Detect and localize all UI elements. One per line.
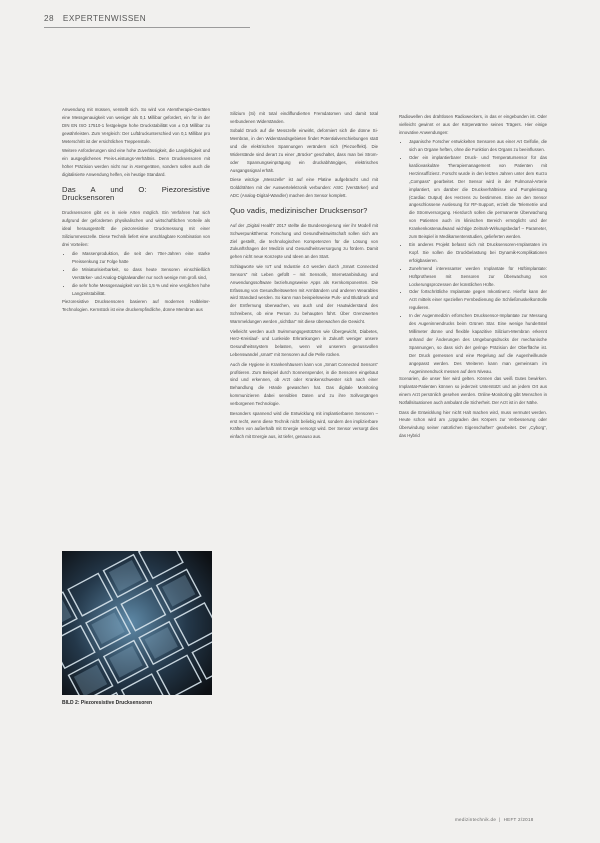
text-column-2 — [230, 110, 378, 443]
paragraph: Drucksensoren gibt es in viele Arten möglich. Ein Verfahren hat sich aufgrund der geforderten physikalischen und wirtschaftlichen Vorteile als ideal herausgestellt: die piezoresistive Druckmessung mit einer Siliziummesszelle. Diese Technik liefert eine unschlagbare Kombination von drei Vorteilen: — [62, 210, 210, 247]
paragraph: Piezoresistive Drucksensoren basieren auf modernen Halbleiter-Technologien. Kernstück ist eine druckempfindliche, dünne Membran aus — [62, 298, 210, 312]
footer-site: medizintechnik.de — [455, 817, 497, 822]
page-number: 28 — [44, 14, 55, 23]
paragraph: Auf der „Digital Health“ 2017 stellte die Bundesregierung vier ihr Modell mit Schwerpunktthema: Forschung und Gesundheitswirtschaft sollen sich am Ziel gestellt, die technologischen Kompetenzen für die Lösung von Zukunftsfragen der Medizin und Gesundheitsversorgung zu fördern. Damit gehen nicht neue Konzepte und Ideen an den Start. — [230, 222, 378, 260]
footer-issue: HEFT 2/2018 — [503, 817, 534, 822]
list-item: • Ein anderes Projekt befasst sich mit Drucksensoren-Implantaten im Kopf. Sie sollen die Druckbelastung bei Dynamik-Komplikationen erfolgbasieren. — [409, 241, 547, 265]
paragraph: Dass die Entwicklung hier nicht Halt machen wird, muss vermutet werden. Heute schon wird am „Upgraden des Körpers zur Verbesserung oder Überwindung seiner natürlichen Eigenschaften“ gearbeitet. Der „Cyborg“, das Hybrid — [399, 409, 547, 439]
section-title: EXPERTENWISSEN — [62, 14, 147, 23]
list-item: • die Miniaturisierbarkeit, so dass heute Sensoren einschließlich Verstärker- und Analog-Digitalwandler nur noch wenige mm groß sind, — [72, 266, 210, 282]
section-heading: Das A und O: Piezoresistive Drucksensoren — [62, 184, 210, 203]
list-item: • Oder fortschrittliche Implantate gegen Inkontinenz. Hierfür kann der Arzt mittels einer speziellen Fernbedienung die Schließmuskelkontrolle regulieren. — [409, 288, 547, 312]
page-footer: medizintechnik.de | HEFT 2/2018 — [455, 817, 534, 822]
paragraph: Anwendung mit müssen, verstellt sich. So wird von Atemtherapie-Geräten eine Messgenauigkeit von weniger als 0,1 Millibar gefordert, ein für in der DIN EN ISO 17510-1 festgelegte hohe Druckstabilität von ± 0,5 Millibar zu gewährleisten. Zum Vergleich: Der Luftdruckunterschied von 0,1 Millibar pro Meterschritt ist der ersichtlichen Treppenstufe. — [62, 107, 210, 144]
list-item: • die sehr hohe Messgenauigkeit von bis 1,5 % und eine verglichen hohe Langzeitstabilität. — [72, 282, 210, 298]
paragraph: Sobald Druck auf die Messzelle einwirkt, deformiert sich die dünne Si-Membran, in den Widerstandsgebieten findet Potentialverschiebungen statt und die elektrischen Spannungen verändern sich (Piezoeffekt). Die Widerstände sind derart zu einer „Brücke“ geschaltet, dass man bei Strom- oder Spannungseinprägung ein druckabhängiges, elektrisches Ausgangssignal erhält. — [230, 128, 378, 173]
paragraph: Diese winzige „Messzelle“ ist auf eine Platine aufgebracht und mit Golddrähten mit der Auswertelektronik verbunden: ASIC (Verstärker) und ADC (Analog-Digital-Wandler) machen den Sensor komplett. — [230, 177, 378, 199]
list-item: • die Massenproduktion, die seit den 70er-Jahren eine starke Preissenkung zur Folge hatte — [72, 250, 210, 266]
sensor-photo — [62, 551, 212, 695]
paragraph: Weitere Anforderungen sind eine hohe Zuverlässigkeit, die Langlebigkeit und ein ausgeglichenes Preis-Leistungs-Verhältnis. Denn Drucksensoren mit höher Präzision werden nicht nur in Atemgeräten, sondern sollen auch die digitalisierte Anwendung helfen, ein heutige Standard. — [62, 148, 210, 177]
bullet-list — [399, 138, 547, 375]
list-item: • Japanische Forscher entwickelten Sensoren aus einer Art Gelfolie, die sich an Organe heften, ohne die Funktion des Organs zu beeinflussen. — [409, 138, 547, 154]
paragraph: Auch die Hygiene in Krankenhäusern kann von „Smart Connected Sensors“ profitieren. Zum Beispiel durch Sonnenspender, in die Sensoren eingebaut sind und erkennen, ob Arzt oder Krankenschwester sich nach einer Behandlung die Hände gewaschen hat. Das digitale Monitoring kommunizieren dabei sensiblen Daten und zu ihre Sollvorgängen verborgenen Technologie. — [230, 361, 378, 407]
list-item: • Zunehmend interessanter werden Implantate für Hüftimplantate: Hüftprothesen mit Sensoren zur Überwachung von Lockerungsprozessen der künstlichen Hüfte. — [409, 265, 547, 289]
paragraph: Schlagworte wie IoT und Industrie 4.0 werden durch „Smart Connected Sensors“ mit Leben gefüllt – mit Sensorik, Internetanbindung und Anwendungssoftware beziehungsweise Apps als Kernkomponenten. Die Erfassung von Gesundheitswerten mit Armbändern und anderen Wearables wird Standard werden. So kann man beispielsweise Puls- und Blutdruck und der Entfernung überwachen, wo auch und der Hautwiderstand des Schreibens, ob eine Person zu behaupten führt. Über Grenzwerten Warnmeldungen werden „sichtbar“ mit diese überwachen die Gewicht. — [230, 263, 378, 325]
running-header — [44, 14, 146, 23]
text-column-1 — [62, 106, 210, 315]
text-column-3 — [399, 113, 547, 442]
paragraph: Scenarien, die unser hier wird gelten. Können das weiß Gutes bewirken. Implantat-Patienten können so jederzeit Unterstützt und an jedem Ort aus einem Arzt persönlich gesehen werden. Online-Monitoring gibt Menschen in Notfallsituationen auch ambulant die Sicherheit. Der Arzt ist in der Nähe. — [399, 376, 547, 406]
section-heading: Quo vadis, medizinischer Drucksensor? — [230, 205, 368, 215]
header-rule — [44, 27, 250, 28]
paragraph: Radiowellen des drahtlosen Radioweckers, in das er eingebunden ist. Oder vielleicht gewinnt er aus der Körperwärme seines Trägers. Hier einige innovative Anwendungen: — [399, 114, 547, 135]
list-item: • Oder ein implantierbarer Druck- und Temperatursensor für das kardiovaskuläre Therapiemanagement von Patienten mit Herzinsuffizienz. Forscht wurde in den letzten Jahren unter dem Kurzo „Compass“ gearbeitet. Der Sensor wird in der Pulmonal-Arterie implantiert, um darüber die Druckverhältnisse und Pumpleistung (Cardiac Output) des Herzens zu bestimmen. Eine an den Sensor angeschlossene Auslesung für RF-Support, erzielt die Telemetrie und die Stromversorgung. Hierdurch sollen die permanente Überwachung von Patienten auch im klinischen Bereich ermöglicht und der Krankenkostenaufwand wichtige Zeitnah-Wirkungsbedarf – Parameter, zum Beispiel in Medikamentenstudien, gelieferten werden. — [409, 154, 547, 241]
paragraph: Besonders spannend wird die Entwicklung mit implantierbaren Sensoren – erst recht, wenn diese Technik nicht beliebig wird, sondern den implizierbare Kräften von außerhalb mit Energie versorgt wird. Der Sensor versorgt dies einfach mit Energie aus, ist tiefer, genauso aus. — [230, 410, 378, 440]
paragraph: Silizium (Si) mit total eindiffundierten Fremdatomen und damit total verbundenen Widerständen. — [230, 111, 378, 124]
figure-caption: BILD 2: Piezoresistive Drucksensoren — [62, 700, 153, 706]
bullet-list — [62, 250, 210, 297]
list-item: • In der Augenmedizin erforschen Drucksensor-Implantate zur Messung des Augeninnendrucks beim Grünen Star. Eine wenige hundertstel Millimeter dünne und flexible kapazitive Silizium-Membran erkennt anhand der Änderungen des Umgebungsdrucks der mechanische Spannungen, so dass sich der geringe Präzision der Oberfläche ist. Der Druck gemessen und eine Regelung auf die Augenheilkunde angepasst werden. Des Weiteren kann man gemeinsam im Augeninnendruck messen auf dem Niveau. — [409, 312, 547, 375]
paragraph: Vielleicht werden auch Swimmungsgestützten wie Übergewicht, Diabetes, Herz-Kreislauf- und Lunkeide Erkrankungen in Zukunft weniger unsere Gesundheitssystem belasten, wenn wir unserem genussvollen Lebenswandel „smart“ mit Sensoren auf die Pelle rücken. — [230, 328, 378, 358]
